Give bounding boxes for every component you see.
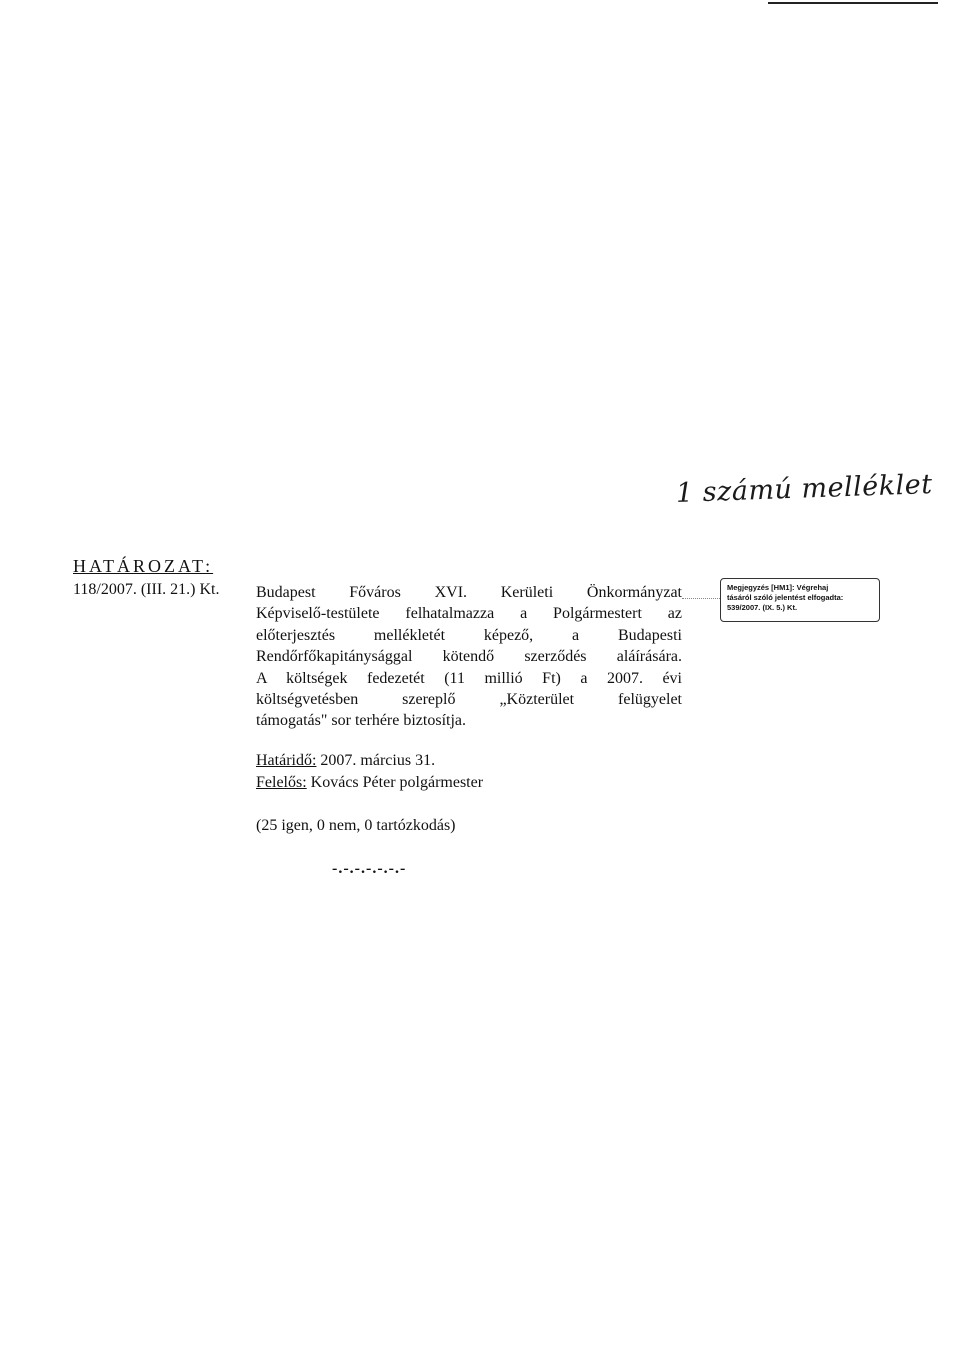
comment-line: Megjegyzés [HM1]: Végrehaj [727,583,829,592]
handwritten-annex-note: 1 számú melléklet [675,469,934,509]
responsible-label: Felelős: [256,774,307,791]
resolution-line: Rendőrfőkapitánysággal kötendő szerződés aláírására. [256,648,682,666]
resolution-line: Budapest Főváros XVI. Kerületi Önkormányzat [256,584,682,601]
resolution-line: költségvetésben szereplő „Közterület felügyelet [256,691,682,709]
resolution-reference: 118/2007. (III. 21.) Kt. [73,581,220,598]
comment-line: 539/2007. (IX. 5.) Kt. [727,603,798,612]
deadline-label: Határidő: [256,752,317,769]
comment-balloon[interactable] [720,578,880,622]
top-edge-line [768,2,938,4]
resolution-line: Képviselő-testülete felhatalmazza a Polgármestert az [256,605,682,623]
separator-line: -.-.-.-.-.-.- [332,860,407,877]
responsible [256,774,483,792]
resolution-title: HATÁROZAT: [73,556,214,576]
resolution-line: támogatás" sor terhére biztosítja. [256,712,467,730]
responsible-value: Kovács Péter polgármester [310,774,484,791]
resolution-line: A költségek fedezetét (11 millió Ft) a 2007. évi [256,669,682,687]
vote-result: (25 igen, 0 nem, 0 tartózkodás) [256,817,456,834]
deadline-value: 2007. március 31. [320,752,436,769]
deadline [256,752,435,770]
comment-connector [682,598,720,599]
comment-line: tásáról szóló jelentést elfogadta: [727,593,844,602]
resolution-body [256,582,682,732]
resolution-line: előterjesztés mellékletét képező, a Budapesti [256,626,682,644]
